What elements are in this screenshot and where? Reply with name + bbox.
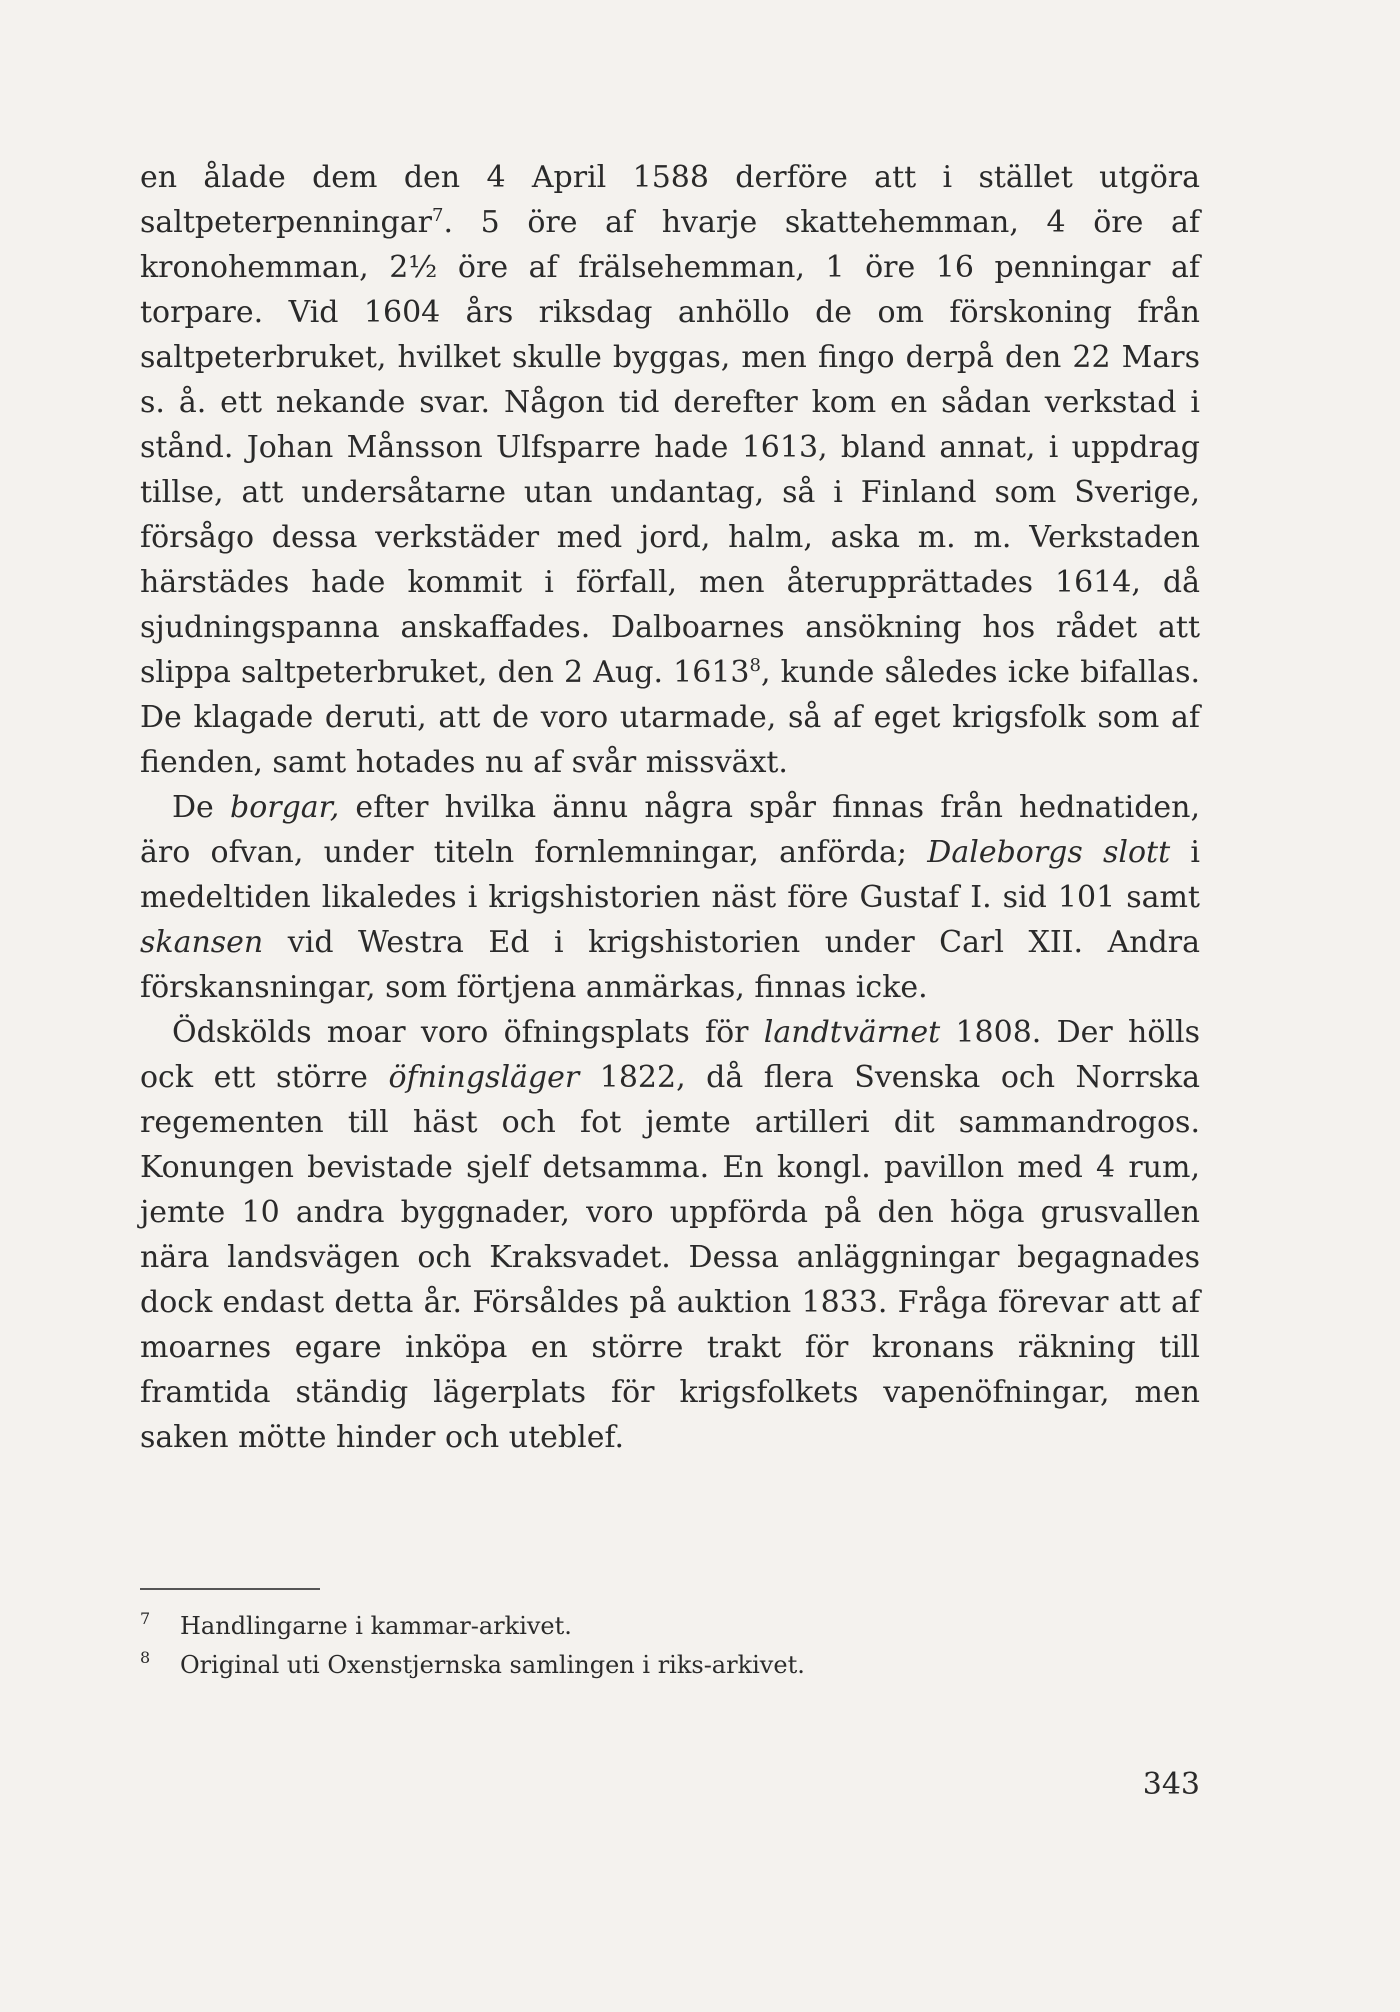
footnotes	[140, 1607, 1200, 1685]
page-number: 343	[1142, 1767, 1200, 1802]
footnote-text: Original uti Oxenstjernska samlingen i riks-arkivet.	[180, 1651, 805, 1679]
paragraph-2: De borgar, efter hvilka ännu några spår finnas från hednatiden, äro ofvan, under titeln fornlemningar, anförda; Daleborgs slott i medeltiden likaledes i krigshistorien näst före Gustaf I. sid 101 samt skansen vid Westra Ed i krigshistorien under Carl XII. Andra förskansningar, som förtjena anmärkas, finnas icke.	[140, 790, 1201, 1005]
footnote-mark: 7	[140, 1609, 151, 1628]
footnote-mark: 8	[140, 1648, 151, 1667]
paragraph-3: Ödskölds moar voro öfningsplats för landtvärnet 1808. Der hölls ock ett större öfningsläger 1822, då flera Svenska och Norrska regementen till häst och fot jemte artilleri dit sammandrogos. Konungen bevistade sjelf detsamma. En kongl. pavillon med 4 rum, jemte 10 andra byggnader, voro uppförda på den höga grusvallen nära landsvägen och Kraksvadet. Dessa anläggningar begagnades dock endast detta år. Försåldes på auktion 1833. Fråga förevar att af moarnes egare inköpa en större trakt för kronans räkning till framtida ständig lägerplats för krigsfolkets vapenöfningar, men saken mötte hinder och uteblef.	[140, 1015, 1200, 1455]
paragraph-1: en ålade dem den 4 April 1588 derföre att i stället utgöra saltpeterpenningar$^7$. 5 öre af hvarje skattehemman, 4 öre af kronohemman, 2½ öre af frälsehemman, 1 öre 16 penningar af torpare. Vid 1604 års riksdag anhöllo de om förskoning från saltpeterbruket, hvilket skulle byggas, men fingo derpå den 22 Mars s. å. ett nekande svar. Någon tid derefter kom en sådan verkstad i stånd. Johan Månsson Ulfsparre hade 1613, bland annat, i uppdrag tillse, att undersåtarne utan undantag, så i Finland som Sverige, försågo dessa verkstäder med jord, halm, aska m. m. Verkstaden härstädes hade kommit i förfall, men återupprättades 1614, då sjudningspanna anskaffades. Dalboarnes ansökning hos rådet att slippa saltpeterbruket, den 2 Aug. 1613$^8$, kunde således icke bifallas. De klagade deruti, att de voro utarmade, så af eget krigsfolk som af fienden, samt hotades nu af svår missväxt.	[140, 160, 1200, 780]
footnote-text: Handlingarne i kammar-arkivet.	[180, 1612, 572, 1640]
footnote-ref-7[interactable]: 7	[432, 205, 444, 226]
footnote-7	[140, 1607, 1200, 1646]
footnote-ref-8[interactable]: 8	[749, 655, 761, 676]
main-text	[140, 155, 1200, 1460]
footnote-divider	[140, 1588, 320, 1590]
footnote-8	[140, 1646, 1200, 1685]
